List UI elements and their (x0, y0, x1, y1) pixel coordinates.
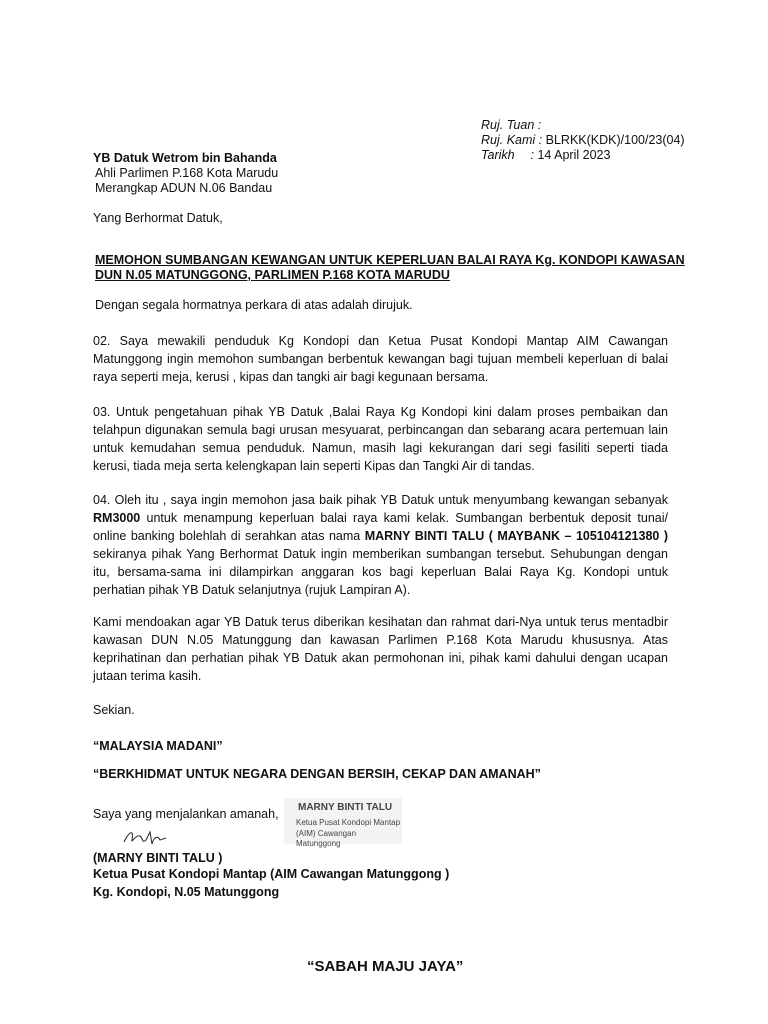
signer-title: Ketua Pusat Kondopi Mantap (AIM Cawangan Matunggong ) (93, 867, 450, 881)
ref-tarikh-colon: : (530, 148, 534, 162)
paragraph-02: 02. Saya mewakili penduduk Kg Kondopi dan Ketua Pusat Kondopi Mantap AIM Cawangan Matunggong ingin memohon sumbangan berbentuk kewangan bagi tujuan membeli keperluan di balai raya seperti meja, kerusi , kipas dan tangki air bagi kegunaan bersama. (93, 334, 668, 384)
ref-tarikh (481, 146, 610, 164)
ref-tuan-label: Ruj. Tuan : (481, 118, 542, 132)
ref-kami-label: Ruj. Kami : (481, 133, 543, 147)
recipient-line1: Ahli Parlimen P.168 Kota Marudu (95, 166, 279, 180)
stamp-line1: Ketua Pusat Kondopi Mantap (296, 818, 401, 827)
subject-line2: DUN N.05 MATUNGGONG, PARLIMEN P.168 KOTA MARUDU (95, 268, 450, 282)
paragraph-04-text-2: untuk menampung keperluan balai raya kami kelak. Sumbangan berbentuk deposit tunai/ online banking bolehlah di serahkan atas nama (93, 511, 668, 543)
stamp-name: MARNY BINTI TALU (298, 802, 393, 813)
paragraph-04 (93, 491, 668, 599)
amanah-line: Saya yang menjalankan amanah, (93, 807, 279, 821)
signature-icon (120, 822, 180, 850)
signer-place: Kg. Kondopi, N.05 Matunggong (93, 885, 280, 899)
bank-account: MARNY BINTI TALU ( MAYBANK – 105104121380 ) (364, 529, 668, 543)
closing-paragraph: Kami mendoakan agar YB Datuk terus diberikan kesihatan dan rahmat dari-Nya untuk terus mentadbir kawasan DUN N.05 Matunggung dan kawasan Parlimen P.168 Kota Marudu khususnya. Atas keprihatinan dan perhatian pihak YB Datuk akan permohonan ini, pihak kami dahului dengan ucapan jutaan terima kasih. (93, 615, 668, 683)
paragraph-03: 03. Untuk pengetahuan pihak YB Datuk ,Balai Raya Kg Kondopi kini dalam proses pembaikan dan telahpun digunakan semula bagi urusan mesyuarat, perbincangan dan sebarang acara pertemuan lain untuk kemudahan semua penduduk. Namun, masih lagi kekurangan dari segi fasiliti seperti tiada kerusi, tiada meja serta kelengkapan lain seperti Kipas dan Tangki Air di tandas. (93, 405, 668, 473)
paragraph-04-text-3: sekiranya pihak Yang Berhormat Datuk ingin memberikan sumbangan tersebut. Sehubungan dengan itu, bersama-sama ini dilampirkan anggaran kos bagi keperluan Balai Raya Kg. Kondopi untuk perhatian pihak YB Datuk selanjutnya (rujuk Lampiran A). (93, 547, 668, 597)
opening-line: Dengan segala hormatnya perkara di atas adalah dirujuk. (95, 298, 413, 312)
ref-tarikh-value: 14 April 2023 (537, 148, 611, 162)
ref-tarikh-label: Tarikh (481, 148, 515, 162)
slogan-berkhidmat: “BERKHIDMAT UNTUK NEGARA DENGAN BERSIH, CEKAP DAN AMANAH” (93, 767, 541, 781)
ref-kami-value: BLRKK(KDK)/100/23(04) (545, 133, 685, 147)
official-stamp (284, 798, 402, 848)
salutation: Yang Berhormat Datuk, (93, 211, 223, 225)
recipient-line2: Merangkap ADUN N.06 Bandau (95, 181, 273, 195)
amount: RM3000 (93, 511, 141, 525)
paragraph-04-text-1: 04. Oleh itu , saya ingin memohon jasa baik pihak YB Datuk untuk menyumbang kewangan sebanyak (93, 493, 668, 507)
signer-name: (MARNY BINTI TALU ) (93, 851, 223, 865)
stamp-line2: (AIM) Cawangan Matunggong (296, 829, 357, 848)
recipient-name: YB Datuk Wetrom bin Bahanda (93, 151, 277, 165)
slogan-madani: “MALAYSIA MADANI” (93, 739, 223, 753)
sekian: Sekian. (93, 703, 135, 717)
subject-line1: MEMOHON SUMBANGAN KEWANGAN UNTUK KEPERLUAN BALAI RAYA Kg. KONDOPI KAWASAN (95, 253, 685, 267)
footer-slogan: “SABAH MAJU JAYA” (307, 958, 464, 975)
